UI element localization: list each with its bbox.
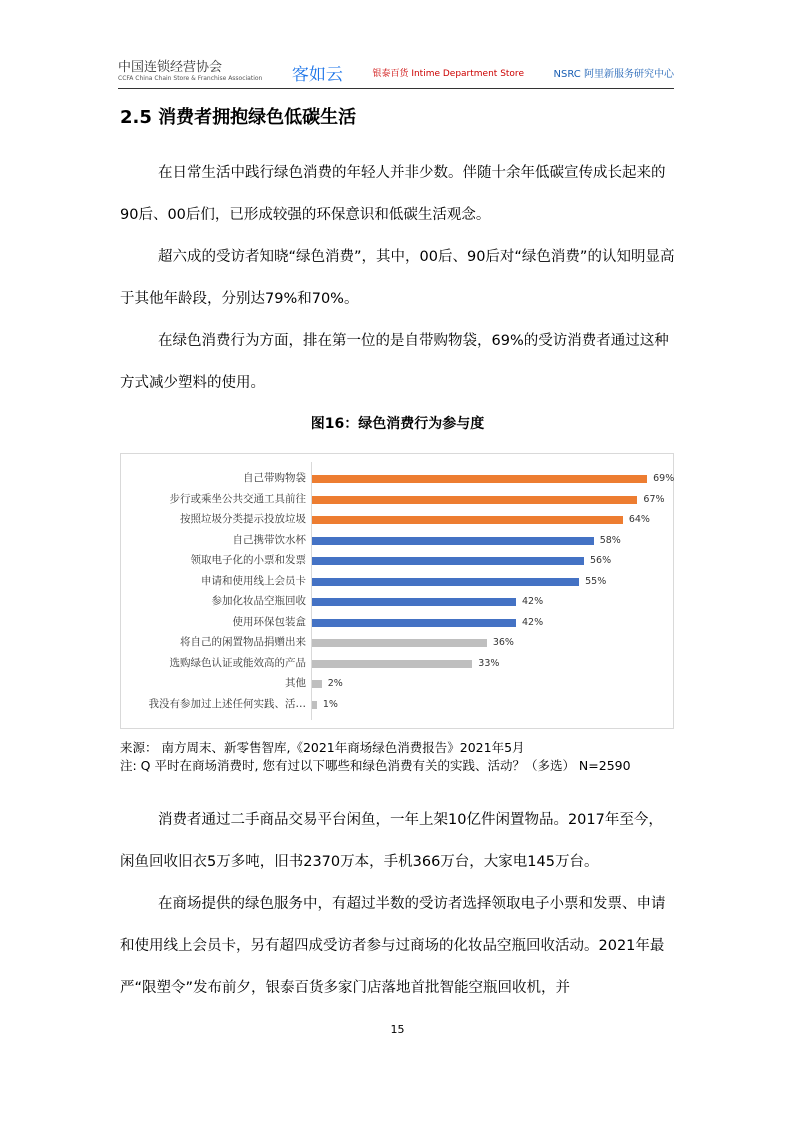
category-label: 步行或乘坐公共交通工具前往 <box>169 492 306 505</box>
category-label: 申请和使用线上会员卡 <box>201 574 306 587</box>
value-label: 2% <box>327 678 343 689</box>
value-label: 67% <box>643 493 665 505</box>
category-label: 将自己的闲置物品捐赠出来 <box>180 636 306 648</box>
ccfa-logo-name: 中国连锁经营协会 <box>118 60 223 76</box>
chart-note: 注: Q 平时在商场消费时, 您有过以下哪些和绿色消费有关的实践、活动？（多选） N=2590 <box>120 758 631 773</box>
ccfa-logo-subtitle: CCFA China Chain Store & Franchise Association <box>118 75 263 83</box>
value-label: 69% <box>653 473 675 484</box>
value-label: 42% <box>522 596 544 607</box>
paragraph: 在日常生活中践行绿色消费的年轻人并非少数。伴随十余年低碳宣传成长起来的90后、00后们，已形成较强的环保意识和低碳生活观念。 <box>120 165 666 223</box>
header-divider <box>118 88 674 89</box>
bar <box>312 516 623 524</box>
paragraph: 在绿色消费行为方面，排在第一位的是自带购物袋，69%的受访消费者通过这种方式减少塑料的使用。 <box>120 333 669 391</box>
value-label: 36% <box>492 637 514 648</box>
category-label: 自己携带饮水杯 <box>232 533 306 546</box>
bar <box>312 701 317 709</box>
category-label: 自己带购物袋 <box>243 472 306 484</box>
bar <box>312 537 594 545</box>
paragraphs-bottom <box>120 799 675 1009</box>
chart-source: 来源： 南方周末、新零售智库,《2021年商场绿色消费报告》2021年5月 <box>120 740 525 755</box>
paragraph: 超六成的受访者知晓“绿色消费”，其中，00后、90后对“绿色消费”的认知明显高于其他年龄段，分别达79%和70%。 <box>120 249 675 307</box>
value-label: 55% <box>585 575 607 587</box>
category-label: 我没有参加过上述任何实践、活… <box>148 697 306 710</box>
value-label: 33% <box>478 657 500 669</box>
bar <box>312 496 637 504</box>
category-label: 选购绿色认证或能效高的产品 <box>169 656 306 669</box>
value-label: 56% <box>590 555 612 566</box>
bar <box>312 475 647 483</box>
category-label: 按照垃圾分类提示投放垃圾 <box>180 513 306 525</box>
paragraphs-top <box>120 152 675 404</box>
category-label: 领取电子化的小票和发票 <box>190 554 306 566</box>
value-label: 42% <box>522 616 544 628</box>
value-label: 1% <box>322 698 338 710</box>
page-number: 15 <box>390 1023 405 1036</box>
bar <box>312 557 584 565</box>
page-body <box>120 106 675 1037</box>
bar-chart <box>120 453 674 729</box>
bar <box>312 598 516 606</box>
paragraph: 在商场提供的绿色服务中，有超过半数的受访者选择领取电子小票和发票、申请和使用线上会员卡，另有超四成受访者参与过商场的化妆品空瓶回收活动。2021年最严“限塑令”发布前夕，银泰百货多家门店落地首批智能空瓶回收机，并 <box>120 896 666 996</box>
intime-logo: 银泰百货 Intime Department Store <box>372 68 524 79</box>
paragraph: 消费者通过二手商品交易平台闲鱼，一年上架10亿件闲置物品。2017年至今，闲鱼回收旧衣5万多吨，旧书2370万本，手机366万台，大家电145万台。 <box>120 812 663 870</box>
bar <box>312 619 516 627</box>
value-label: 58% <box>599 534 621 546</box>
category-label: 其他 <box>285 677 306 689</box>
value-label: 64% <box>628 514 650 525</box>
nsrc-logo: NSRC 阿里新服务研究中心 <box>553 68 674 80</box>
category-label: 参加化妆品空瓶回收 <box>211 595 306 607</box>
bar <box>312 578 579 586</box>
ccfa-logo <box>118 61 262 83</box>
bar <box>312 680 322 688</box>
keruyun-logo: 客如云 <box>291 64 343 85</box>
bar <box>312 639 487 647</box>
category-label: 使用环保包装盒 <box>232 615 306 628</box>
bar <box>312 660 472 668</box>
figure-caption: 图16：绿色消费行为参与度 <box>310 416 485 432</box>
page-header <box>118 56 674 88</box>
section-title: 2.5 消费者拥抱绿色低碳生活 <box>120 107 357 128</box>
